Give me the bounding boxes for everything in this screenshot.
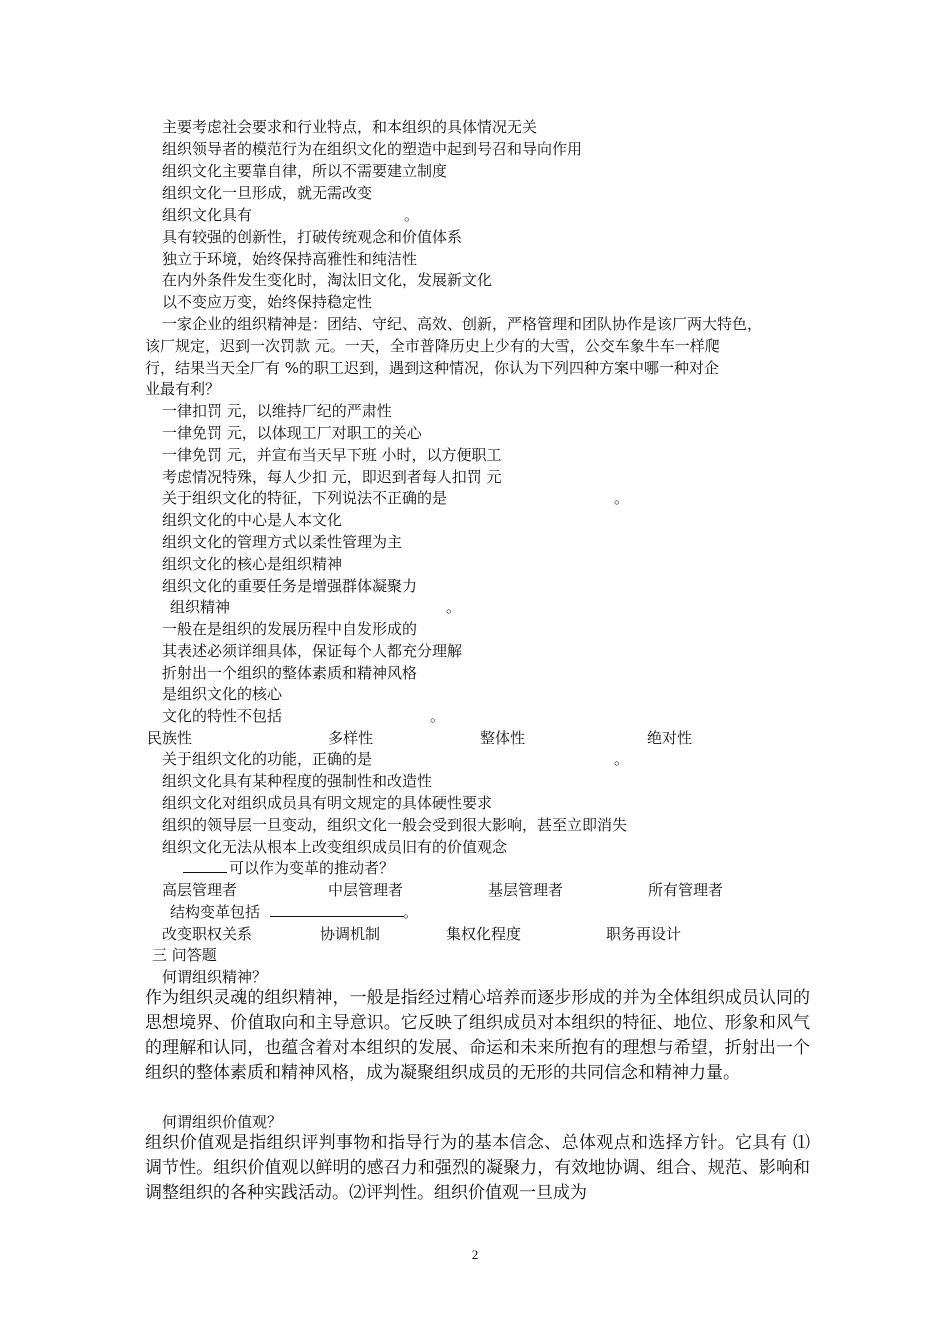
option-line: 组织文化的核心是组织精神: [162, 555, 343, 573]
question-stem: 可以作为变革的推动者？: [229, 859, 395, 877]
question-end-mark: 。: [403, 903, 419, 921]
qa-answer: 作为组织灵魂的组织精神，一般是指经过精心培养而逐步形成的并为全体组织成员认同的思想境界、价值取向和主导意识。它反映了组织成员对本组织的特征、地位、形象和风气的理解和认同，也蕴含着对本组织的发展、命运和未来所抱有的理想与希望，折射出一个组织的整体素质和精神风格，成为凝聚组织成员的无形的共同信念和精神力量。: [145, 988, 810, 1083]
option-item: 所有管理者: [648, 881, 724, 899]
option-item: 高层管理者: [162, 881, 238, 899]
option-line: 其表述必须详细具体，保证每个人都充分理解: [162, 642, 463, 660]
option-item: 改变职权关系: [162, 925, 253, 943]
option-line: 一律扣罚 元，以维持厂纪的严肃性: [162, 402, 392, 420]
question-stem: 行，结果当天全厂有 %的职工迟到，遇到这种情况，你认为下列四种方案中哪一种对企: [145, 359, 720, 377]
option-item: 整体性: [480, 729, 526, 747]
question-end-mark: 。: [614, 489, 630, 507]
option-item: 中层管理者: [328, 881, 404, 899]
option-item: 集权化程度: [446, 925, 522, 943]
question-stem: 文化的特性不包括: [162, 707, 283, 725]
question-stem: 组织文化具有: [162, 206, 253, 224]
page-number: 2: [471, 1247, 479, 1262]
option-line: 组织领导者的模范行为在组织文化的塑造中起到号召和导向作用: [162, 140, 583, 158]
option-line: 主要考虑社会要求和行业特点，和本组织的具体情况无关: [162, 118, 538, 136]
question-end-mark: 。: [404, 206, 420, 224]
option-line: 独立于环境，始终保持高雅性和纯洁性: [162, 250, 418, 268]
question-stem: 该厂规定，迟到一次罚款 元。一天，全市普降历史上少有的大雪，公交车象牛车一样爬: [145, 337, 720, 355]
option-line: 在内外条件发生变化时，淘汰旧文化，发展新文化: [162, 271, 493, 289]
question-stem: 业最有利？: [145, 380, 221, 398]
option-line: 考虑情况特殊，每人少扣 元，即迟到者每人扣罚 元: [162, 468, 502, 486]
option-item: 民族性: [147, 729, 193, 747]
option-line: 组织文化主要靠自律，所以不需要建立制度: [162, 162, 448, 180]
question-stem: 一家企业的组织精神是：团结、守纪、高效、创新，严格管理和团队协作是该厂两大特色，: [162, 315, 763, 333]
question-end-mark: 。: [446, 598, 462, 616]
option-item: 基层管理者: [488, 881, 564, 899]
option-item: 绝对性: [647, 729, 693, 747]
option-line: 一律免罚 元，以体现工厂对职工的关心: [162, 424, 422, 442]
option-item: 协调机制: [320, 925, 381, 943]
option-line: 组织文化一旦形成，就无需改变: [162, 184, 373, 202]
option-line: 组织文化无法从根本上改变组织成员旧有的价值观念: [162, 838, 508, 856]
option-line: 组织文化具有某种程度的强制性和改造性: [162, 772, 433, 790]
question-stem: 关于组织文化的特征，下列说法不正确的是: [162, 489, 448, 507]
option-line: 组织的领导层一旦变动，组织文化一般会受到很大影响，甚至立即消失: [162, 816, 628, 834]
blank-underline: [270, 902, 404, 922]
qa-question: 何谓组织精神？: [162, 968, 268, 986]
question-stem: 结构变革包括: [170, 903, 261, 921]
option-line: 折射出一个组织的整体素质和精神风格: [162, 664, 418, 682]
option-item: 职务再设计: [606, 925, 682, 943]
option-line: 以不变应万变，始终保持稳定性: [162, 293, 373, 311]
question-stem: 关于组织文化的功能，正确的是: [162, 750, 373, 768]
option-line: 组织文化的中心是人本文化: [162, 511, 343, 529]
option-line: 一律免罚 元，并宣布当天早下班 小时，以方便职工: [162, 446, 502, 464]
option-line: 具有较强的创新性，打破传统观念和价值体系: [162, 228, 463, 246]
option-line: 是组织文化的核心: [162, 685, 283, 703]
qa-question: 何谓组织价值观？: [162, 1113, 283, 1131]
option-line: 组织文化对组织成员具有明文规定的具体硬性要求: [162, 794, 493, 812]
option-item: 多样性: [328, 729, 374, 747]
qa-answer: 组织价值观是指组织评判事物和指导行为的基本信念、总体观点和选择方针。它具有 ⑴调节性。组织价值观以鲜明的感召力和强烈的凝聚力，有效地协调、组合、规范、影响和调整组织的各种实践活动。⑵评判性。组织价值观一旦成为: [145, 1133, 810, 1203]
question-end-mark: 。: [430, 707, 446, 725]
option-line: 组织文化的管理方式以柔性管理为主: [162, 533, 403, 551]
question-stem: 组织精神: [170, 598, 231, 616]
blank-underline: [183, 858, 227, 878]
option-line: 组织文化的重要任务是增强群体凝聚力: [162, 577, 418, 595]
option-line: 一般在是组织的发展历程中自发形成的: [162, 620, 418, 638]
question-end-mark: 。: [614, 750, 630, 768]
section-heading: 三 问答题: [152, 946, 217, 964]
